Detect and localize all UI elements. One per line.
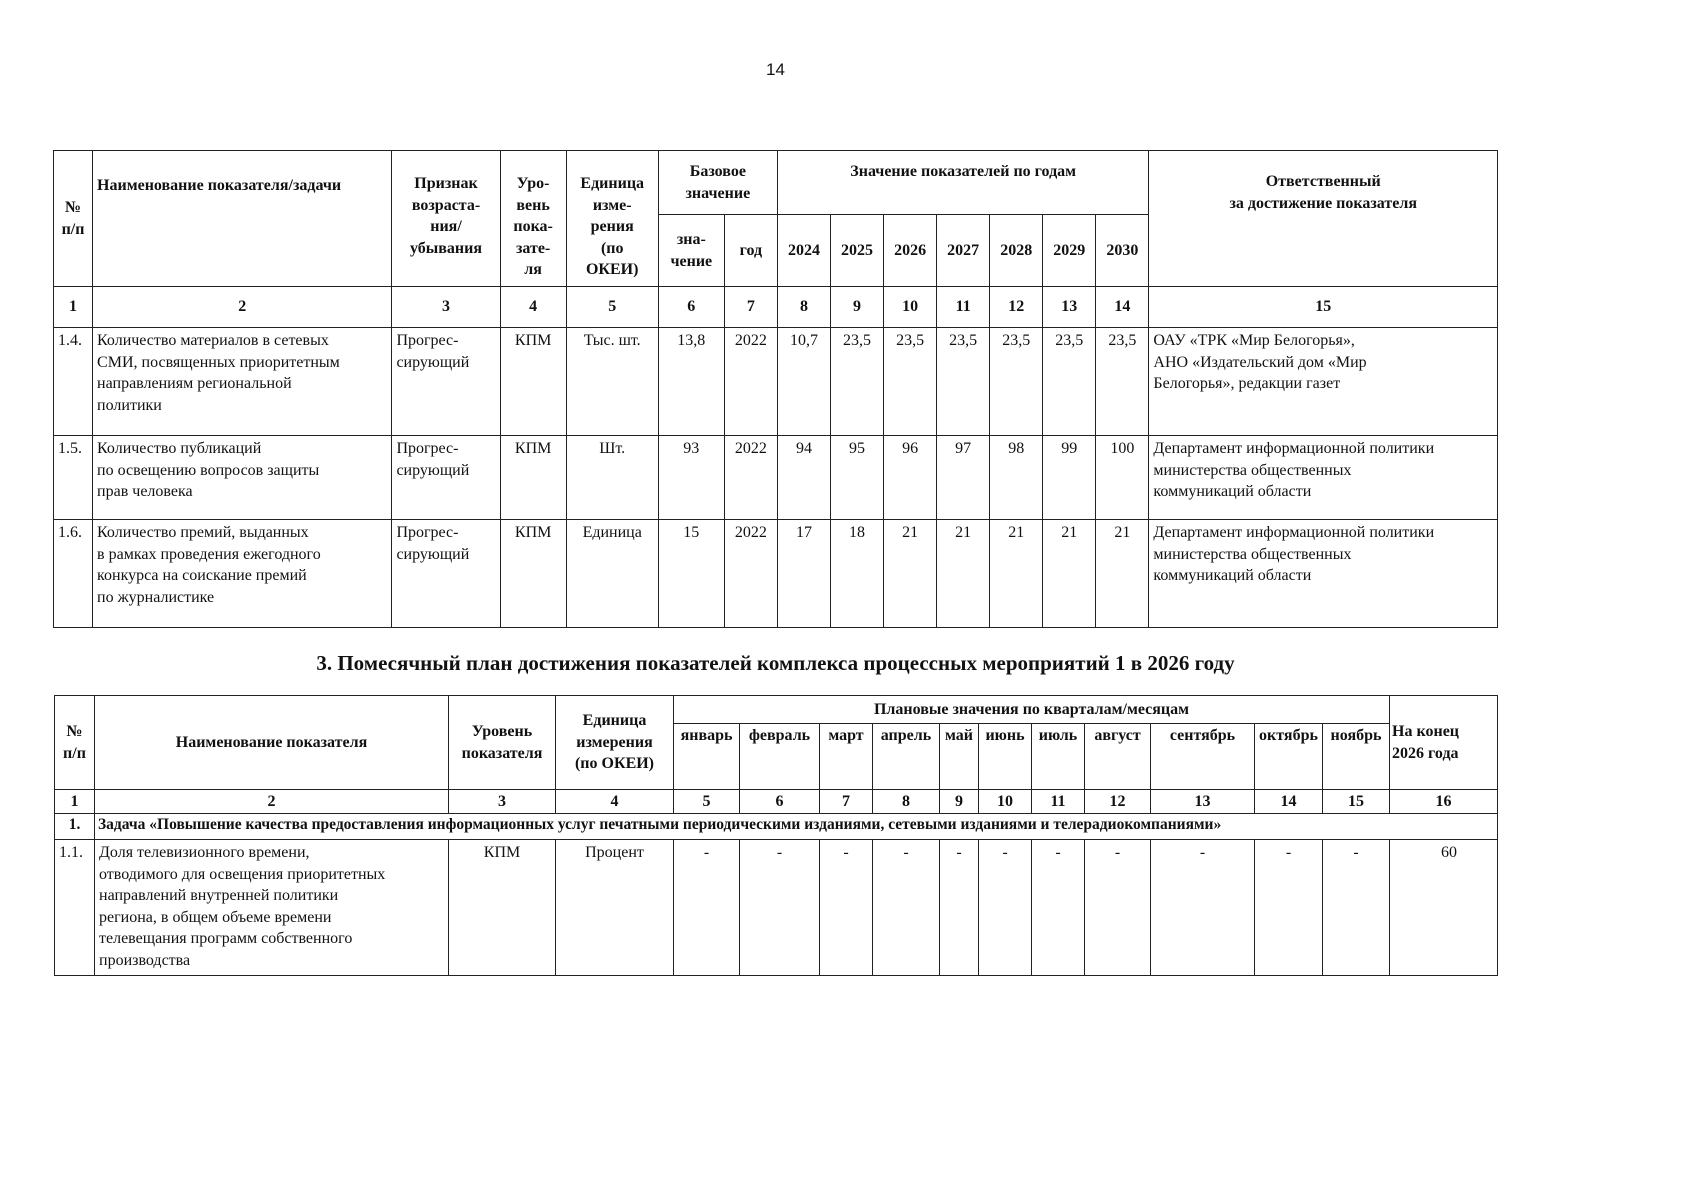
row-value: 95 [830,436,883,520]
row-value: 21 [1096,520,1149,628]
header-month: сентябрь [1151,724,1255,790]
column-number: 5 [566,287,658,328]
task-row [55,814,1498,840]
column-number: 7 [724,287,777,328]
column-number: 1 [55,790,95,814]
row-month-value: - [1085,840,1151,976]
header-unit: Единица изме- рения (по ОКЕИ) [566,151,658,287]
column-numbers-row [54,287,1498,328]
row-unit: Тыс. шт. [566,328,658,436]
column-number: 7 [820,790,873,814]
row-sign: Прогрес- сирующий [392,328,500,436]
monthly-plan-table [54,695,1498,976]
row-value: 10,7 [777,328,830,436]
row-sign: Прогрес- сирующий [392,436,500,520]
header-month: август [1085,724,1151,790]
row-value: 23,5 [1096,328,1149,436]
row-level: КПМ [500,328,566,436]
row-value: 23,5 [990,328,1043,436]
row-value: 18 [830,520,883,628]
row-value: 21 [884,520,937,628]
header-num: № п/п [54,151,93,287]
row-value: 21 [1043,520,1096,628]
column-number: 10 [979,790,1032,814]
table-row [54,436,1498,520]
row-value: 23,5 [884,328,937,436]
column-number: 15 [1149,287,1498,328]
header-row-1 [55,696,1498,724]
header-year: 2029 [1043,215,1096,287]
header-sign: Признак возраста- ния/ убывания [392,151,500,287]
column-number: 9 [830,287,883,328]
column-number: 1 [54,287,93,328]
row-responsible: ОАУ «ТРК «Мир Белогорья», АНО «Издательский дом «Мир Белогорья», редакции газет [1149,328,1498,436]
row-month-value: - [674,840,740,976]
column-number: 14 [1096,287,1149,328]
row-num: 1.6. [54,520,93,628]
row-value: 94 [777,436,830,520]
header-responsible: Ответственный за достижение показателя [1149,151,1498,287]
row-value: 23,5 [1043,328,1096,436]
column-number: 13 [1043,287,1096,328]
column-number: 2 [95,790,449,814]
header-year: 2025 [830,215,883,287]
column-number: 11 [937,287,990,328]
table-row [54,328,1498,436]
row-base-value: 13,8 [658,328,724,436]
row-sign: Прогрес- сирующий [392,520,500,628]
header-month: октябрь [1255,724,1323,790]
column-number: 8 [777,287,830,328]
row-value: 21 [937,520,990,628]
header-year: 2027 [937,215,990,287]
row-unit: Единица [566,520,658,628]
header-unit: Единица измерения (по ОКЕИ) [556,696,674,790]
header-month: май [940,724,979,790]
column-number: 6 [740,790,820,814]
row-month-value: - [1151,840,1255,976]
header-month: ноябрь [1323,724,1390,790]
table-row [55,840,1498,976]
column-number: 14 [1255,790,1323,814]
header-row-1 [54,151,1498,215]
row-num: 1.4. [54,328,93,436]
row-month-value: - [1323,840,1390,976]
row-value: 97 [937,436,990,520]
header-month: февраль [740,724,820,790]
row-num: 1.5. [54,436,93,520]
header-year: 2024 [777,215,830,287]
row-month-value: - [873,840,940,976]
row-month-value: - [740,840,820,976]
row-value: 99 [1043,436,1096,520]
column-number: 11 [1032,790,1085,814]
header-month: июнь [979,724,1032,790]
row-name: Количество премий, выданных в рамках проведения ежегодного конкурса на соискание премий по журналистике [93,520,392,628]
header-plan: Плановые значения по кварталам/месяцам [674,696,1390,724]
row-unit: Шт. [566,436,658,520]
header-level: Уро- вень пока- зате- ля [500,151,566,287]
table-row [54,520,1498,628]
header-num: № п/п [55,696,95,790]
row-name: Доля телевизионного времени, отводимого для освещения приоритетных направлений внутренней политики региона, в общем объеме времени телевещания программ собственного производства [95,840,449,976]
row-value: 100 [1096,436,1149,520]
column-number: 12 [1085,790,1151,814]
column-numbers-row [55,790,1498,814]
row-value: 23,5 [830,328,883,436]
row-level: КПМ [500,436,566,520]
indicators-table [53,150,1498,628]
header-base-value: зна- чение [658,215,724,287]
header-year: 2026 [884,215,937,287]
header-values-by-year: Значение показателей по годам [777,151,1149,215]
header-base: Базовое значение [658,151,777,215]
row-month-value: - [1032,840,1085,976]
header-level: Уровень показателя [449,696,556,790]
column-number: 12 [990,287,1043,328]
column-number: 16 [1390,790,1498,814]
row-base-year: 2022 [724,520,777,628]
header-name: Наименование показателя/задачи [93,151,392,287]
task-num: 1. [55,814,95,840]
row-value: 23,5 [937,328,990,436]
row-base-value: 93 [658,436,724,520]
row-responsible: Департамент информационной политики министерства общественных коммуникаций области [1149,436,1498,520]
header-base-year: год [724,215,777,287]
column-number: 3 [449,790,556,814]
column-number: 6 [658,287,724,328]
column-number: 2 [93,287,392,328]
row-level: КПМ [449,840,556,976]
row-value: 21 [990,520,1043,628]
column-number: 10 [884,287,937,328]
section-title: 3. Помесячный план достижения показателей комплекса процессных мероприятий 1 в 2026 году [316,651,1235,675]
column-number: 4 [500,287,566,328]
row-end-value: 60 [1390,840,1498,976]
row-month-value: - [940,840,979,976]
header-month: январь [674,724,740,790]
row-unit: Процент [556,840,674,976]
row-base-value: 15 [658,520,724,628]
row-responsible: Департамент информационной политики министерства общественных коммуникаций области [1149,520,1498,628]
header-month: июль [1032,724,1085,790]
row-value: 96 [884,436,937,520]
row-base-year: 2022 [724,436,777,520]
column-number: 13 [1151,790,1255,814]
row-level: КПМ [500,520,566,628]
page-number: 14 [766,60,785,79]
row-num: 1.1. [55,840,95,976]
row-month-value: - [1255,840,1323,976]
column-number: 8 [873,790,940,814]
header-year: 2030 [1096,215,1149,287]
column-number: 15 [1323,790,1390,814]
column-number: 4 [556,790,674,814]
row-month-value: - [979,840,1032,976]
row-month-value: - [820,840,873,976]
column-number: 5 [674,790,740,814]
header-month: март [820,724,873,790]
task-text: Задача «Повышение качества предоставления информационных услуг печатными периодическими изданиями, сетевыми изданиями и телерадиокомпаниями» [95,814,1498,840]
header-month: апрель [873,724,940,790]
header-end: На конец 2026 года [1390,696,1498,790]
row-value: 98 [990,436,1043,520]
header-name: Наименование показателя [95,696,449,790]
row-name: Количество публикаций по освещению вопросов защиты прав человека [93,436,392,520]
row-base-year: 2022 [724,328,777,436]
row-name: Количество материалов в сетевых СМИ, посвященных приоритетным направлениям региональной политики [93,328,392,436]
header-year: 2028 [990,215,1043,287]
row-value: 17 [777,520,830,628]
column-number: 3 [392,287,500,328]
column-number: 9 [940,790,979,814]
